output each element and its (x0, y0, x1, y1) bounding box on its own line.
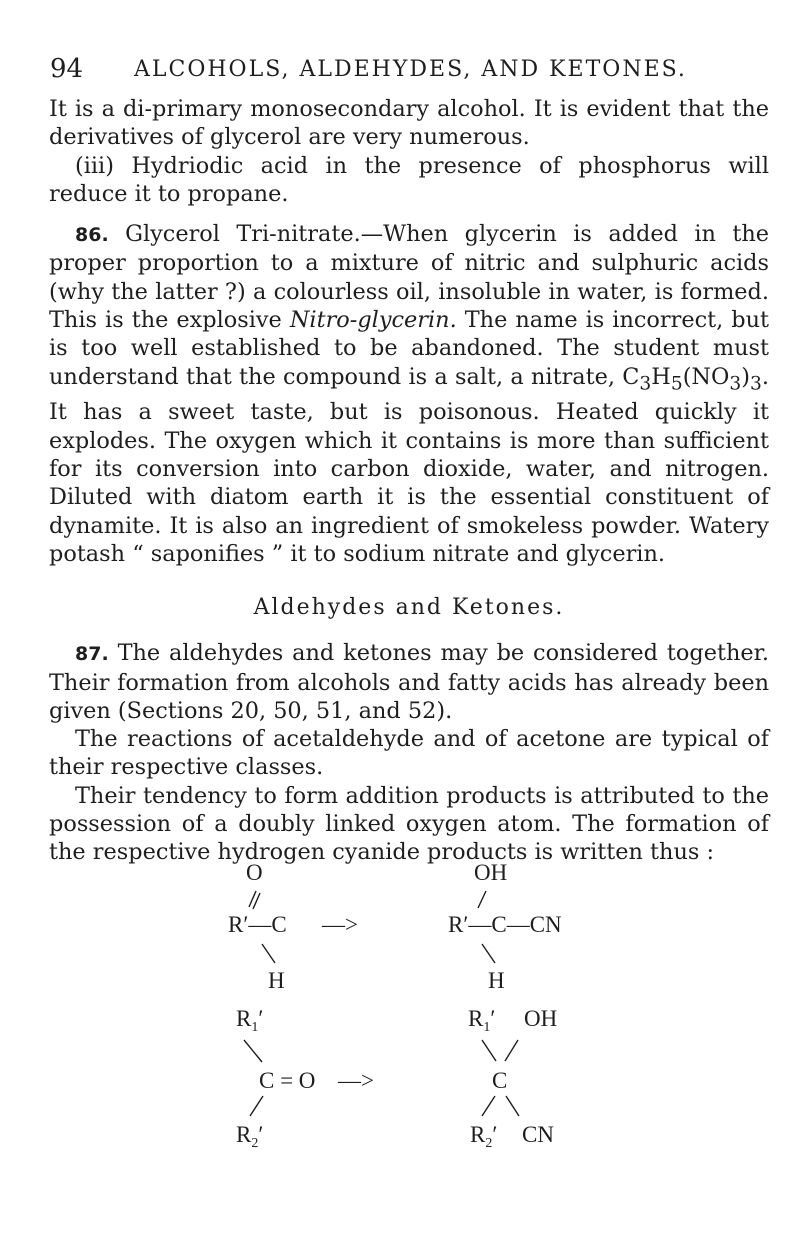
formula-aldehyde: R′—C (228, 912, 287, 937)
reaction-arrow: —> (338, 1068, 374, 1093)
formula-h: H (488, 968, 505, 993)
running-head: ALCOHOLS, ALDEHYDES, AND KETONES. (134, 57, 687, 82)
formula-product-r1: $R_1'$ (468, 1006, 496, 1035)
paragraph-typical: The reactions of acetaldehyde and of acetone are typical of their respective classes. (49, 726, 769, 781)
page-number: 94 (50, 54, 84, 84)
paragraph-tendency: Their tendency to form addition products is attributed to the possession of a doubly linked oxygen atom. The formation of the respective hydrogen cyanide products is written thus : (49, 782, 769, 866)
formula-product-c: C (492, 1068, 508, 1093)
paragraph-continuation: It is a di-primary monosecondary alcohol. It is evident that the derivatives of glycerol are very numerous. (49, 96, 769, 151)
section-number: 86. (75, 224, 109, 247)
formula-cyanohydrin: R′—C—CN (448, 912, 562, 937)
term-nitro-glycerin: Nitro-glycerin. (289, 307, 457, 334)
formula-r1: $R_1'$ (236, 1006, 264, 1035)
formula-o: O (246, 860, 263, 885)
section-86: 86. Glycerol Tri-nitrate.—When glycerin is added in the proper proportion to a mixture of nitric and sulphuric acids (why the latter ?) a colourless oil, insoluble in water, is formed. This is the explosive Nitro-glycerin. The name is incorrect, but is too well established to be abandoned. The student must understand that the compound is a salt, a nitrate, $C_3H_5(NO_3)_3$. It has a sweet taste, but is poisonous. Heated quickly it explodes. The oxygen which it contains is more than sufficient for its conversion into carbon dioxide, water, and nitrogen. Diluted with diatom earth it is the essential constituent of dynamite. It is also an ingredient of smokeless powder. Watery potash “ saponifies ” it to sodium nitrate and glycerin. (49, 221, 769, 567)
formula-product-r2: $R_2'$ (470, 1122, 498, 1151)
section-title: Glycerol Tri-nitrate. (125, 221, 361, 248)
paragraph-hydriodic: (iii) Hydriodic acid in the presence of phosphorus will reduce it to propane. (49, 152, 769, 207)
section-87: 87. The aldehydes and ketones may be considered together. Their formation from alcohols and fatty acids has already been given (Sections 20, 50, 51, and 52). (49, 640, 769, 724)
formula-ketone: C = O (259, 1068, 316, 1093)
formula-h: H (268, 968, 285, 993)
formula-product-cn: CN (522, 1122, 554, 1147)
formula-r2: $R_2'$ (236, 1122, 264, 1151)
section-heading: Aldehydes and Ketones. (253, 595, 565, 621)
formula-oh: OH (474, 860, 508, 885)
formula-product-oh: OH (524, 1006, 558, 1031)
section-number: 87. (75, 643, 109, 666)
reaction-arrow: —> (322, 912, 358, 937)
